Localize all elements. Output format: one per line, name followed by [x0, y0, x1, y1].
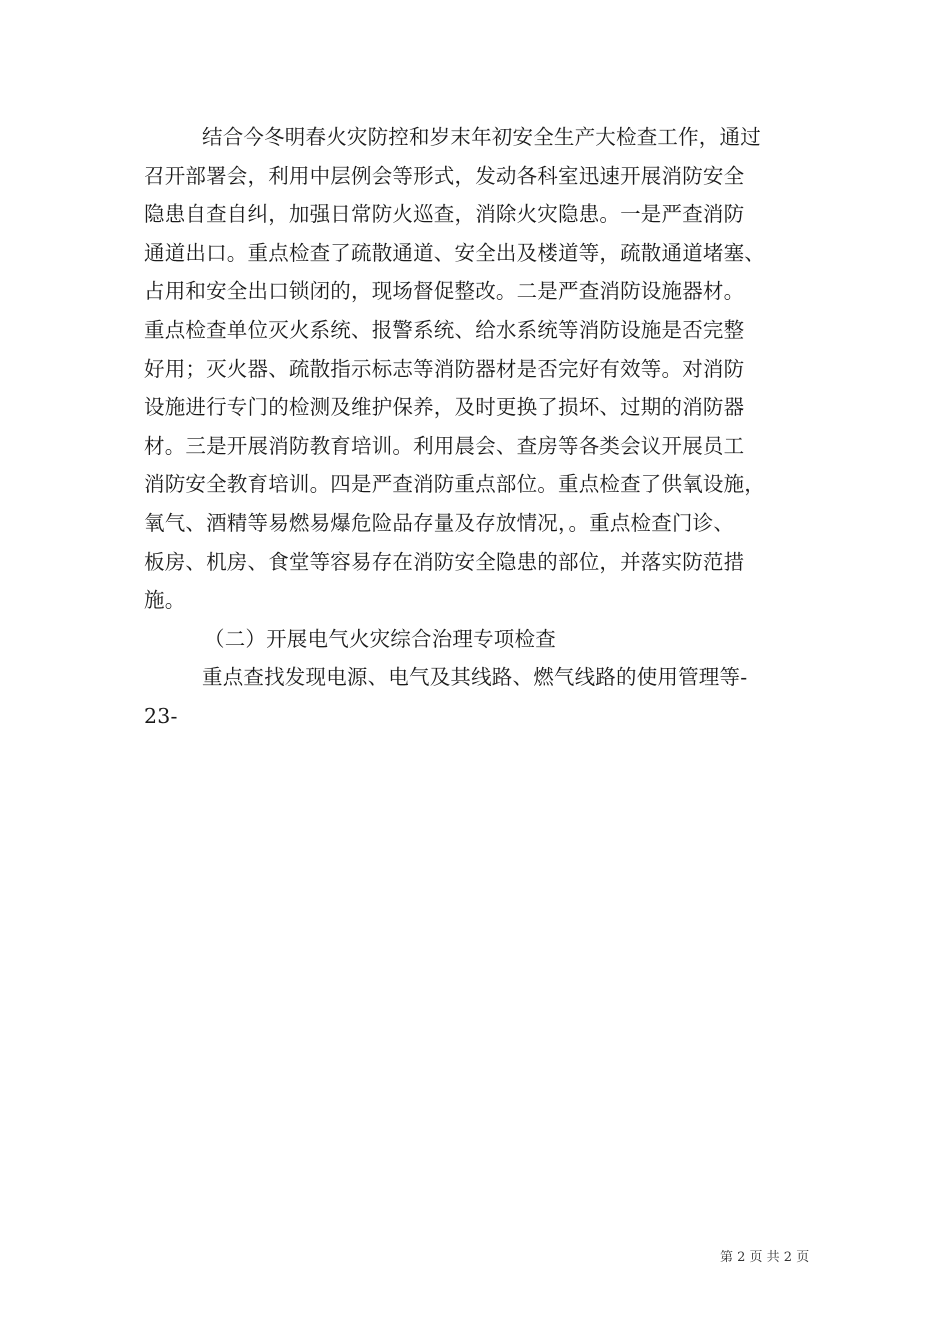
paragraph-line: 通道出口。重点检查了疏散通道、安全出及楼道等，疏散通道堵塞、 [144, 240, 765, 265]
paragraph-line: 召开部署会，利用中层例会等形式，发动各科室迅速开展消防安全 [144, 163, 745, 188]
section-heading: （二）开展电气火灾综合治理专项检查 [204, 626, 556, 651]
paragraph-line: 结合今冬明春火灾防控和岁末年初安全生产大检查工作，通过 [202, 125, 761, 149]
paragraph-line: 好用；灭火器、疏散指示标志等消防器材是否完好有效等。对消防 [144, 356, 745, 381]
paragraph-line: 材。三是开展消防教育培训。利用晨会、查房等各类会议开展员工 [144, 433, 745, 458]
paragraph-line: 23- [144, 703, 178, 728]
body-text [144, 118, 812, 736]
paragraph-line: 占用和安全出口锁闭的，现场督促整改。二是严查消防设施器材。 [144, 279, 745, 304]
paragraph-line: 板房、机房、食堂等容易存在消防安全隐患的部位，并落实防范措 [144, 549, 745, 574]
page-number-footer: 第 2 页 共 2 页 [720, 1250, 810, 1265]
paragraph-line: 消防安全教育培训。四是严查消防重点部位。重点检查了供氧设施， [144, 472, 765, 497]
paragraph-line: 重点检查单位灭火系统、报警系统、给水系统等消防设施是否完整 [144, 317, 745, 342]
paragraph-line: 施。 [144, 588, 186, 613]
paragraph-line: 设施进行专门的检测及维护保养，及时更换了损坏、过期的消防器 [144, 395, 745, 420]
paragraph-line: 重点查找发现电源、电气及其线路、燃气线路的使用管理等- [202, 665, 748, 690]
paragraph-line: 隐患自查自纠，加强日常防火巡查，消除火灾隐患。一是严查消防 [144, 202, 745, 227]
paragraph-line: 氧气、酒精等易燃易爆危险品存量及存放情况，。重点检查门诊、 [144, 510, 735, 535]
